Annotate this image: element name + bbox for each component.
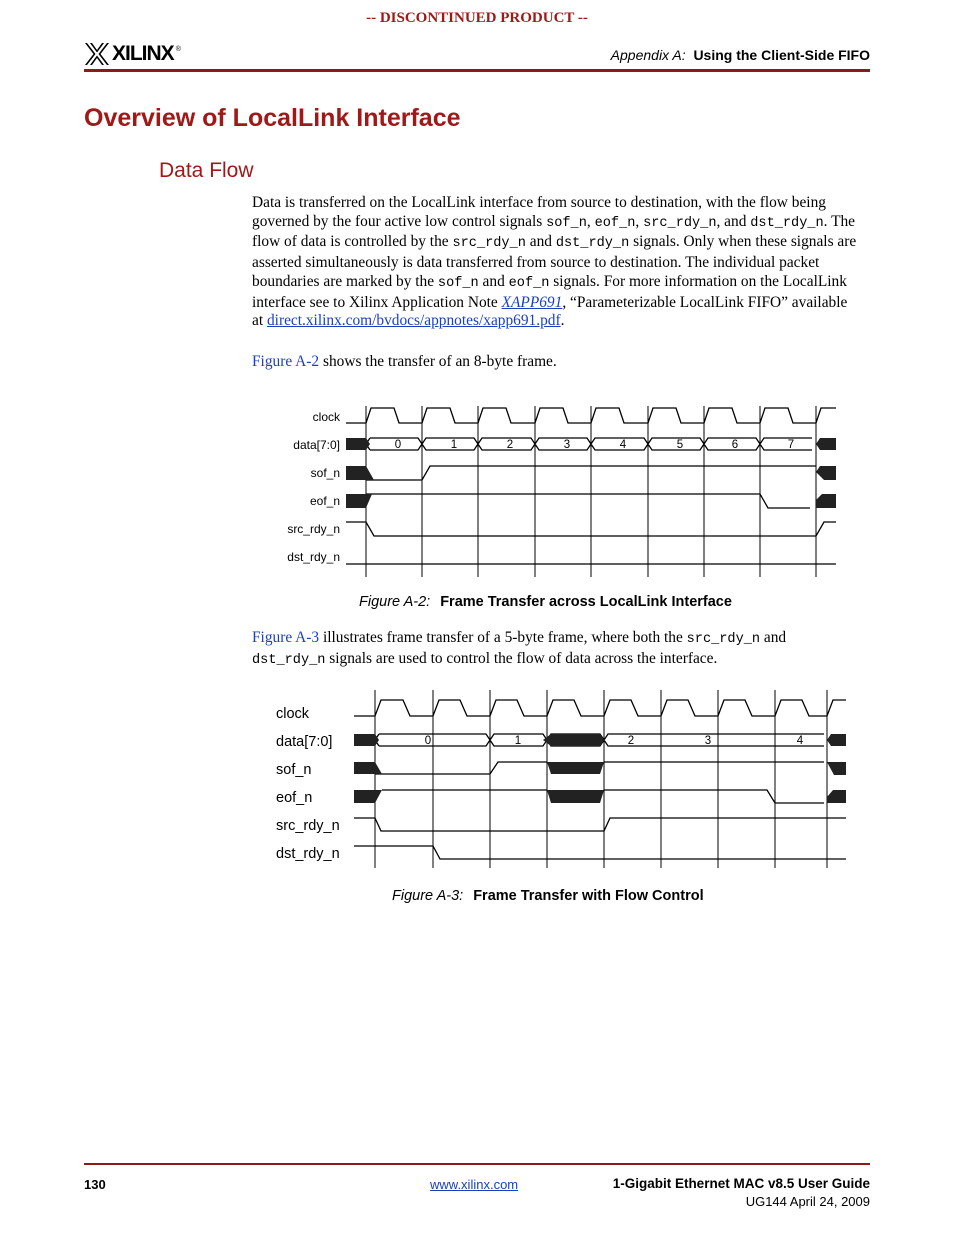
sof-idle-start <box>354 762 382 774</box>
header-rule <box>84 69 870 72</box>
text: shows the transfer of an 8-byte frame. <box>319 353 557 370</box>
footer-url-link[interactable]: www.xilinx.com <box>430 1177 519 1192</box>
caption-title: Frame Transfer across LocalLink Interface <box>440 594 732 610</box>
byte-label: 4 <box>796 735 804 747</box>
code-sof: sof_n <box>437 275 479 291</box>
eof-idle-start <box>354 790 382 803</box>
text: , <box>586 212 595 230</box>
figure-a2-link[interactable]: Figure A-2 <box>252 353 320 370</box>
text: . The flow of data is controlled by the <box>252 212 856 251</box>
text: . <box>560 312 565 330</box>
figure-a2-timing-diagram <box>270 400 850 580</box>
footer-rule <box>84 1163 870 1165</box>
text: , and <box>716 212 751 230</box>
signal-label-dst-rdy: dst_rdy_n <box>276 846 340 862</box>
eof-idle-end <box>827 790 846 803</box>
text: and <box>478 272 509 290</box>
signal-label-data: data[7:0] <box>276 734 333 750</box>
text: signals. Only when these signals are asserted simultaneously is data transferred from source to destination. The individual packet boundaries are marked by the <box>252 233 857 290</box>
clock-waveform <box>354 700 846 716</box>
eof-waveform <box>366 494 810 508</box>
xilinx-logo <box>84 40 181 68</box>
caption-title: Frame Transfer with Flow Control <box>473 888 704 904</box>
logo-wordmark: XILINX <box>112 42 174 65</box>
running-header <box>611 47 870 63</box>
byte-label: 1 <box>514 735 522 747</box>
signal-label-dst-rdy: dst_rdy_n <box>287 550 340 564</box>
page-number: 130 <box>84 1177 106 1192</box>
signal-label-sof: sof_n <box>310 466 340 480</box>
signal-label-eof: eof_n <box>276 790 313 806</box>
code-eof: eof_n <box>594 215 636 231</box>
sof-hold <box>547 762 604 774</box>
code-sof: sof_n <box>546 215 587 231</box>
xapp691-link[interactable]: XAPP691 <box>501 293 563 311</box>
eof-idle-end <box>816 494 836 508</box>
appendix-label: Appendix A: <box>610 47 686 63</box>
byte-label: 0 <box>394 439 402 451</box>
data-bus-idle-start <box>354 734 379 746</box>
sof-idle-start <box>346 466 374 480</box>
figure-a3-timing-diagram <box>270 688 850 870</box>
dst-rdy-waveform <box>354 846 846 859</box>
xapp691-url-link[interactable]: direct.xilinx.com/bvdocs/appnotes/xapp691.pdf <box>266 312 561 330</box>
text: Data is transferred on the LocalLink interface from source to destination, with the flow being governed by the four active low control signals <box>252 194 826 230</box>
signal-label-src-rdy: src_rdy_n <box>287 522 340 536</box>
src-rdy-waveform <box>354 818 846 831</box>
figure-a3-caption <box>392 888 704 904</box>
data-bus-waveform <box>366 438 812 450</box>
figure-a2-intro <box>252 353 862 372</box>
byte-label: 5 <box>676 439 684 451</box>
doc-id: UG144 April 24, 2009 <box>745 1194 870 1209</box>
guide-title: 1-Gigabit Ethernet MAC v8.5 User Guide <box>612 1176 870 1191</box>
caption-label: Figure A-3: <box>392 888 464 904</box>
byte-label: 3 <box>704 735 712 747</box>
discontinued-banner: -- DISCONTINUED PRODUCT -- <box>366 10 588 26</box>
text: signals. For more information on the LocalLink interface see to Xilinx Application Note <box>252 272 847 311</box>
signal-label-clock: clock <box>276 706 310 722</box>
text: , “Parameterizable LocalLink FIFO” available at <box>252 293 848 330</box>
data-bus-idle-end <box>827 734 846 746</box>
signal-label-data: data[7:0] <box>293 438 340 452</box>
code-src-rdy: src_rdy_n <box>686 632 761 647</box>
eof-idle-start <box>346 494 372 508</box>
subsection-title: Data Flow <box>159 159 254 182</box>
signal-label-clock: clock <box>312 410 340 424</box>
code-eof: eof_n <box>508 275 550 291</box>
code-dst-rdy: dst_rdy_n <box>555 236 630 252</box>
text: illustrates frame transfer of a 5-byte frame, where both the <box>319 629 687 646</box>
figure-a3-intro <box>252 629 862 670</box>
figure-a2-caption <box>359 594 732 610</box>
code-dst-rdy: dst_rdy_n <box>252 652 326 668</box>
text: and <box>525 233 556 251</box>
figure-a3-link[interactable]: Figure A-3 <box>252 629 320 646</box>
signal-label-eof: eof_n <box>309 494 340 508</box>
data-bus-idle-end <box>816 438 836 450</box>
code-dst-rdy: dst_rdy_n <box>750 215 824 231</box>
sof-idle-end <box>816 466 836 480</box>
byte-label: 2 <box>506 439 514 451</box>
byte-label: 0 <box>424 735 432 747</box>
signal-label-src-rdy: src_rdy_n <box>276 818 340 834</box>
data-flow-paragraph <box>252 194 862 331</box>
xilinx-mark-icon <box>84 41 110 67</box>
signal-label-sof: sof_n <box>276 762 312 778</box>
code-src-rdy: src_rdy_n <box>643 215 717 231</box>
byte-label: 6 <box>731 439 739 451</box>
text: signals are used to control the flow of data across the interface. <box>325 649 718 667</box>
code-src-rdy: src_rdy_n <box>452 236 526 252</box>
section-title: Overview of LocalLink Interface <box>84 104 461 132</box>
byte-label: 2 <box>627 735 635 747</box>
registered-mark: ® <box>175 45 181 53</box>
data-bus-hold <box>543 734 604 746</box>
caption-label: Figure A-2: <box>359 594 431 610</box>
byte-label: 3 <box>563 439 571 451</box>
text: and <box>760 629 787 646</box>
eof-hold <box>547 790 604 803</box>
byte-label: 4 <box>619 439 627 451</box>
text: , <box>635 212 644 230</box>
sof-idle-end <box>827 762 846 775</box>
byte-label: 7 <box>787 439 795 451</box>
appendix-title: Using the Client-Side FIFO <box>693 47 870 63</box>
data-bus-idle-start <box>346 438 370 450</box>
byte-label: 1 <box>450 439 458 451</box>
